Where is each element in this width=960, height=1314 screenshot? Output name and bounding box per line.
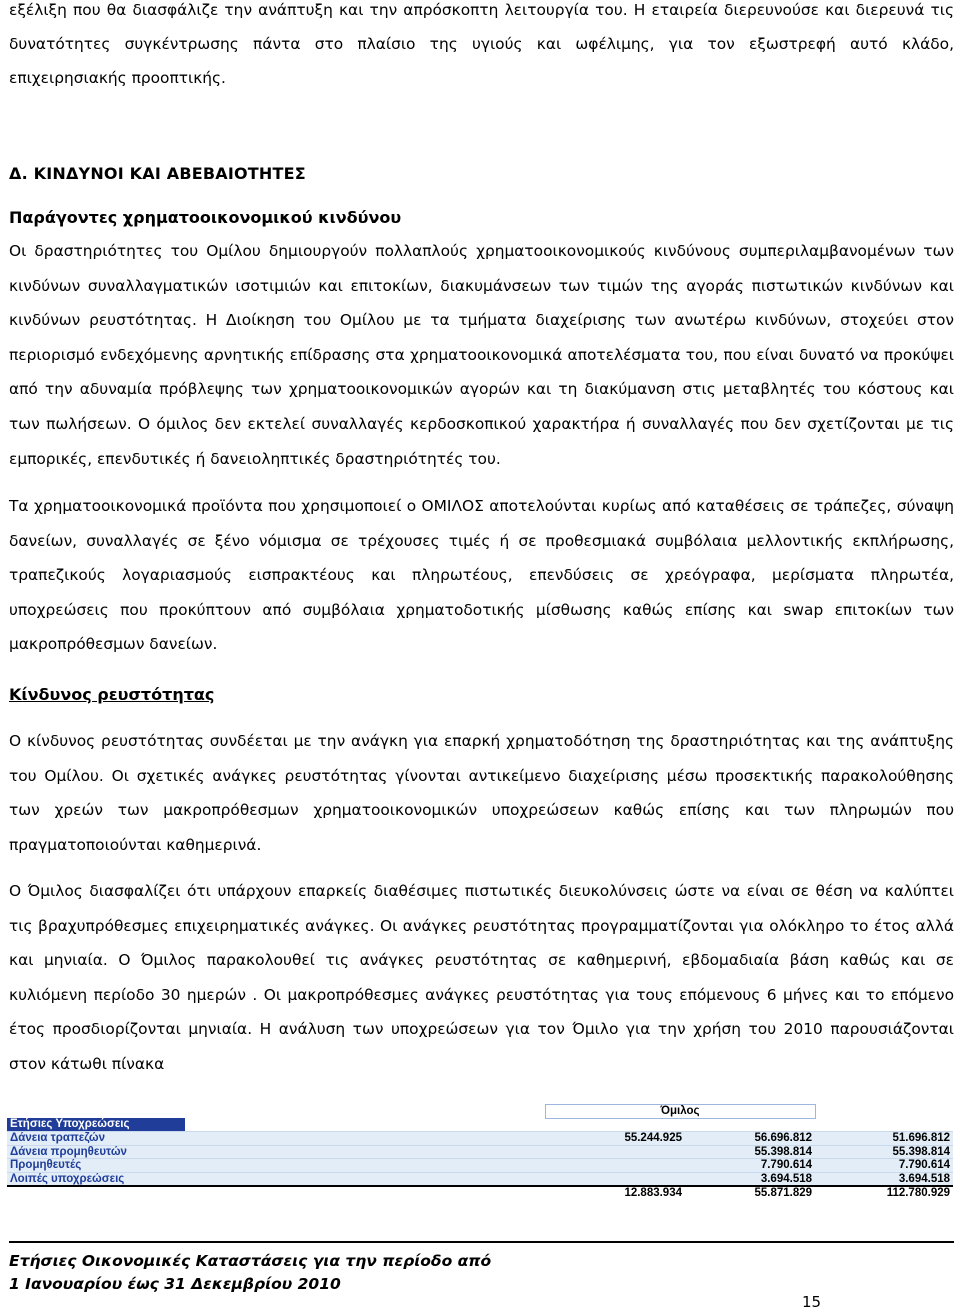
risk-paragraph-2: Τα χρηματοοικονομικά προϊόντα που χρησιμοποιεί ο ΟΜΙΛΟΣ αποτελούνται κυρίως από καταθέσεις σε τράπεζες, σύναψη δανείων, συναλλαγές σε ξένο νόμισμα σε τρέχουσες τιμές ή σε προθεσμιακά συμβόλαια μελλοντικής εκπλήρωσης, τραπεζικούς λογαριασμούς εισπρακτέους και πληρωτέους, επενδύσεις σε χρεόγραφα, μερίσματα πληρωτέα, υποχρεώσεις που προκύπτουν από συμβόλαια χρηματοδοτικής μίσθωσης καθώς επίσης και swap επιτοκίων των μακροπρόθεσμων δανείων. <box>9 497 954 654</box>
section-title: Δ. ΚΙΝΔΥΝΟΙ ΚΑΙ ΑΒΕΒΑΙΟΤΗΤΕΣ <box>9 164 306 183</box>
table-row: Λοιπές υποχρεώσεις 3.694.518 3.694.518 <box>7 1172 953 1186</box>
table-group-row <box>7 1105 953 1119</box>
intro-paragraph: εξέλιξη που θα διασφάλιζε την ανάπτυξη και την απρόσκοπτη λειτουργία του. Η εταιρεία διερευνούσε και διερευνά τις δυνατότητες συγκέντρωσης πάντα στο πλαίσιο της υγιούς και ωφέλιμης, για τον εξωστρεφή αυτό κλάδο, επιχειρησιακής προοπτικής. <box>9 1 954 87</box>
section-subtitle: Παράγοντες χρηματοοικονομικού κινδύνου <box>9 208 402 227</box>
footer-line-2: 1 Ιανουαρίου έως 31 Δεκεμβρίου 2010 <box>9 1275 341 1293</box>
liquidity-paragraph-2: Ο Όμιλος διασφαλίζει ότι υπάρχουν επαρκείς διαθέσιμες πιστωτικές διευκολύνσεις ώστε να είναι σε θέση να καλύπτει τις βραχυπρόθεσμες επιχειρηματικές ανάγκες. Οι ανάγκες ρευστότητας προγραμματίζονται για ολόκληρο το έτος αλλά και μηνιαία. Ο Όμιλος παρακολουθεί τις ανάγκες ρευστότητας σε καθημερινή, εβδομαδιαία βάση καθώς και σε κυλιόμενη περίοδο 30 ημερών . Οι μακροπρόθεσμες ανάγκες ρευστότητας για τους επόμενους 6 μήνες και το επόμενο έτος προσδιορίζονται μηνιαία. Η ανάλυση των υποχρεώσεων για τον Όμιλο για την χρήση του 2010 παρουσιάζονται στον κάτωθι πίνακα <box>9 882 954 1073</box>
footer-line-1: Ετήσιες Οικονομικές Καταστάσεις για την περίοδο από <box>9 1252 492 1270</box>
liquidity-paragraph-1: Ο κίνδυνος ρευστότητας συνδέεται με την ανάγκη για επαρκή χρηματοδότηση της δραστηριότητας και της ανάπτυξης του Ομίλου. Οι σχετικές ανάγκες ρευστότητας γίνονται αντικείμενο διαχείρισης μέσω προσεκτικής παρακολούθησης των χρεών των μακροπρόθεσμων χρηματοοικονομικών υποχρεώσεων καθώς επίσης και των πληρωμών που πραγματοποιούνται καθημερινά. <box>9 732 954 854</box>
table-header-row <box>7 1118 953 1132</box>
risk-paragraph-1: Οι δραστηριότητες του Ομίλου δημιουργούν πολλαπλούς χρηματοοικονομικούς κινδύνους συμπεριλαμβανομένων των κινδύνων συναλλαγματικών ισοτιμιών και επιτοκίων, διακυμάνσεων των τιμών της αγοράς πιστωτικών κινδύνων και κινδύνων ρευστότητας. Η Διοίκηση του Ομίλου με τα τμήματα διαχείρισης των ανωτέρω κινδύνων, στοχεύει στον περιορισμό ενδεχόμενης αρνητικής επίδρασης στα χρηματοοικονομικά αποτελέσματα του, που είναι δυνατό να προκύψει από την αδυναμία πρόβλεψης των χρηματοοικονομικών αγορών και τη διακύμανση στις μεταβλητές του κόστους και των πωλήσεων. Ο όμιλος δεν εκτελεί συναλλαγές κερδοσκοπικού χαρακτήρα ή συναλλαγές που δεν σχετίζονται με τις εμπορικές, επενδυτικές ή δανειοληπτικές δραστηριότητές του. <box>9 242 954 468</box>
table-total-row: 12.883.934 55.871.829 112.780.929 <box>7 1186 953 1200</box>
table-row: Δάνεια προμηθευτών 55.398.814 55.398.814 <box>7 1145 953 1159</box>
footer-divider <box>9 1241 954 1243</box>
page-number: 15 <box>802 1293 822 1311</box>
table-row: Προμηθευτές 7.790.614 7.790.614 <box>7 1159 953 1173</box>
header-label: Ετήσιες Υποχρεώσεις <box>7 1118 185 1132</box>
table-row: Δάνεια τραπεζών 55.244.925 56.696.812 51.696.812 <box>7 1132 953 1146</box>
group-label: Όμιλος <box>545 1105 815 1119</box>
footer <box>9 1250 491 1296</box>
liabilities-table <box>7 1104 953 1200</box>
liquidity-title: Κίνδυνος ρευστότητας <box>9 685 215 704</box>
